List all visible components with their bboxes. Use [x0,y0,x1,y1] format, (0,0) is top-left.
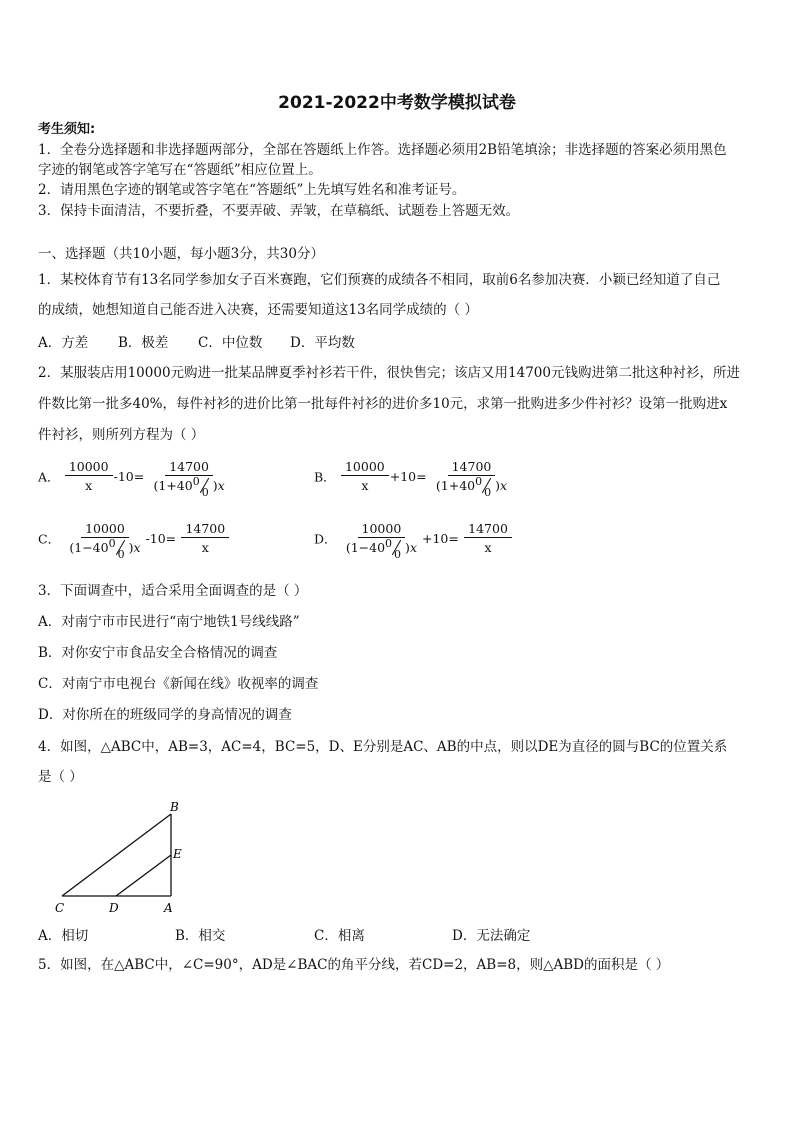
q1-option-b: B．极差 [118,335,169,351]
denominator: x [484,540,492,555]
numerator: 14700 [165,458,213,476]
fraction [65,520,144,561]
q4-option-c: C．相离 [314,928,365,944]
q2-stem-line1: 2．某服装店用10000元购进一批某品牌夏季衬衫若干件，很快售完；该店又用14700元钱购进第二批这种衬衫，所进 [38,365,740,381]
option-label: B． [314,469,336,485]
numerator: 10000 [358,520,406,538]
q1-stem-line1: 1．某校体育节有13名同学参加女子百米赛跑，它们预赛的成绩各不相同，取前6名参加决赛．小颖已经知道了自己 [38,272,721,288]
percent-glyph: 0 0 [475,475,492,499]
denominator: (1+40 0 0 )x [153,475,225,499]
label-a: A [164,901,173,915]
fraction [341,458,389,495]
percent-glyph: 0 0 [108,537,125,561]
label-c: C [55,901,65,915]
q5-stem: 5．如图，在△ABC中，∠C=90°，AD是∠BAC的角平分线，若CD=2，AB=8，则△ABD的面积是（ ） [38,957,670,973]
denominator: x [201,540,209,555]
fraction [181,520,229,557]
denominator: x [361,478,369,493]
q2-option-d [314,520,513,561]
q4-option-a: A．相切 [38,928,89,944]
segment-de [116,855,171,896]
label-d: D [109,901,119,915]
numerator: 14700 [464,520,512,538]
label-b: B [170,800,179,814]
numerator: 10000 [341,458,389,476]
fraction [342,520,421,561]
notice-heading: 考生须知: [38,122,96,137]
denominator: (1+40 0 0 )x [435,475,508,499]
numerator: 10000 [65,458,113,476]
q3-option-b: B．对你安宁市食品安全合格情况的调查 [38,645,278,661]
triangle-figure [50,798,190,916]
operator: -10= [145,531,177,546]
q1-option-a: A．方差 [38,335,89,351]
percent-glyph: 0 0 [192,475,209,499]
segment-cb [62,814,171,896]
q4-stem-line2: 是（ ） [38,769,83,785]
option-label: D． [314,531,337,547]
section-heading: 一、选择题（共10小题，每小题3分，共30分） [38,246,324,262]
q4-stem-line1: 4．如图，△ABC中，AB=3，AC=4，BC=5，D、E分别是AC、AB的中点，则以DE为直径的圆与BC的位置关系 [38,739,728,755]
q1-option-d: D．平均数 [290,335,355,351]
denominator: (1−40 0 0 )x [69,537,141,561]
fraction [150,458,229,499]
notice-item: 字迹的钢笔或答字笔写在“答题纸”相应位置上。 [38,162,322,178]
numerator: 14700 [181,520,229,538]
q3-option-d: D．对你所在的班级同学的身高情况的调查 [38,707,292,723]
q3-option-a: A．对南宁市市民进行“南宁地铁1号线线路” [38,614,300,630]
fraction [65,458,113,495]
q1-option-c: C．中位数 [198,335,263,351]
operator: -10= [113,469,145,484]
q2-option-c [38,520,230,561]
q2-option-a [38,458,230,499]
operator: +10= [422,531,459,546]
q2-option-b [314,458,512,499]
option-label: A． [38,469,60,485]
numerator: 10000 [81,520,129,538]
q2-stem-line2: 件数比第一批多40%，每件衬衫的进价比第一批每件衬衫的进价多10元，求第一批购进多少件衬衫？设第一批购进x [38,396,728,412]
denominator: (1−40 0 0 )x [345,537,417,561]
fraction [464,520,512,557]
fraction [432,458,511,499]
label-e: E [173,847,182,861]
notice-item: 1．全卷分选择题和非选择题两部分，全部在答题纸上作答。选择题必须用2B铅笔填涂；非选择题的答案必须用黑色 [38,142,727,158]
q1-stem-line2: 的成绩，她想知道自己能否进入决赛，还需要知道这13名同学成绩的（ ） [38,302,478,318]
percent-glyph: 0 0 [385,537,402,561]
expr: (1+40 [153,478,193,493]
numerator: 14700 [448,458,496,476]
q4-option-b: B．相交 [175,928,226,944]
page-title: 2021-2022中考数学模拟试卷 [278,93,516,113]
notice-item: 3．保持卡面清洁，不要折叠，不要弄破、弄皱，在草稿纸、试题卷上答题无效。 [38,203,520,219]
q3-stem: 3．下面调查中，适合采用全面调查的是（ ） [38,583,308,599]
denominator: x [85,478,93,493]
q4-option-d: D．无法确定 [452,928,531,944]
q3-option-c: C．对南宁市电视台《新闻在线》收视率的调查 [38,676,319,692]
operator: +10= [389,469,427,484]
q2-stem-line3: 件衬衫，则所列方程为（ ） [38,427,205,443]
notice-item: 2．请用黑色字迹的钢笔或答字笔在“答题纸”上先填写姓名和准考证号。 [38,182,466,198]
option-label: C． [38,531,61,547]
